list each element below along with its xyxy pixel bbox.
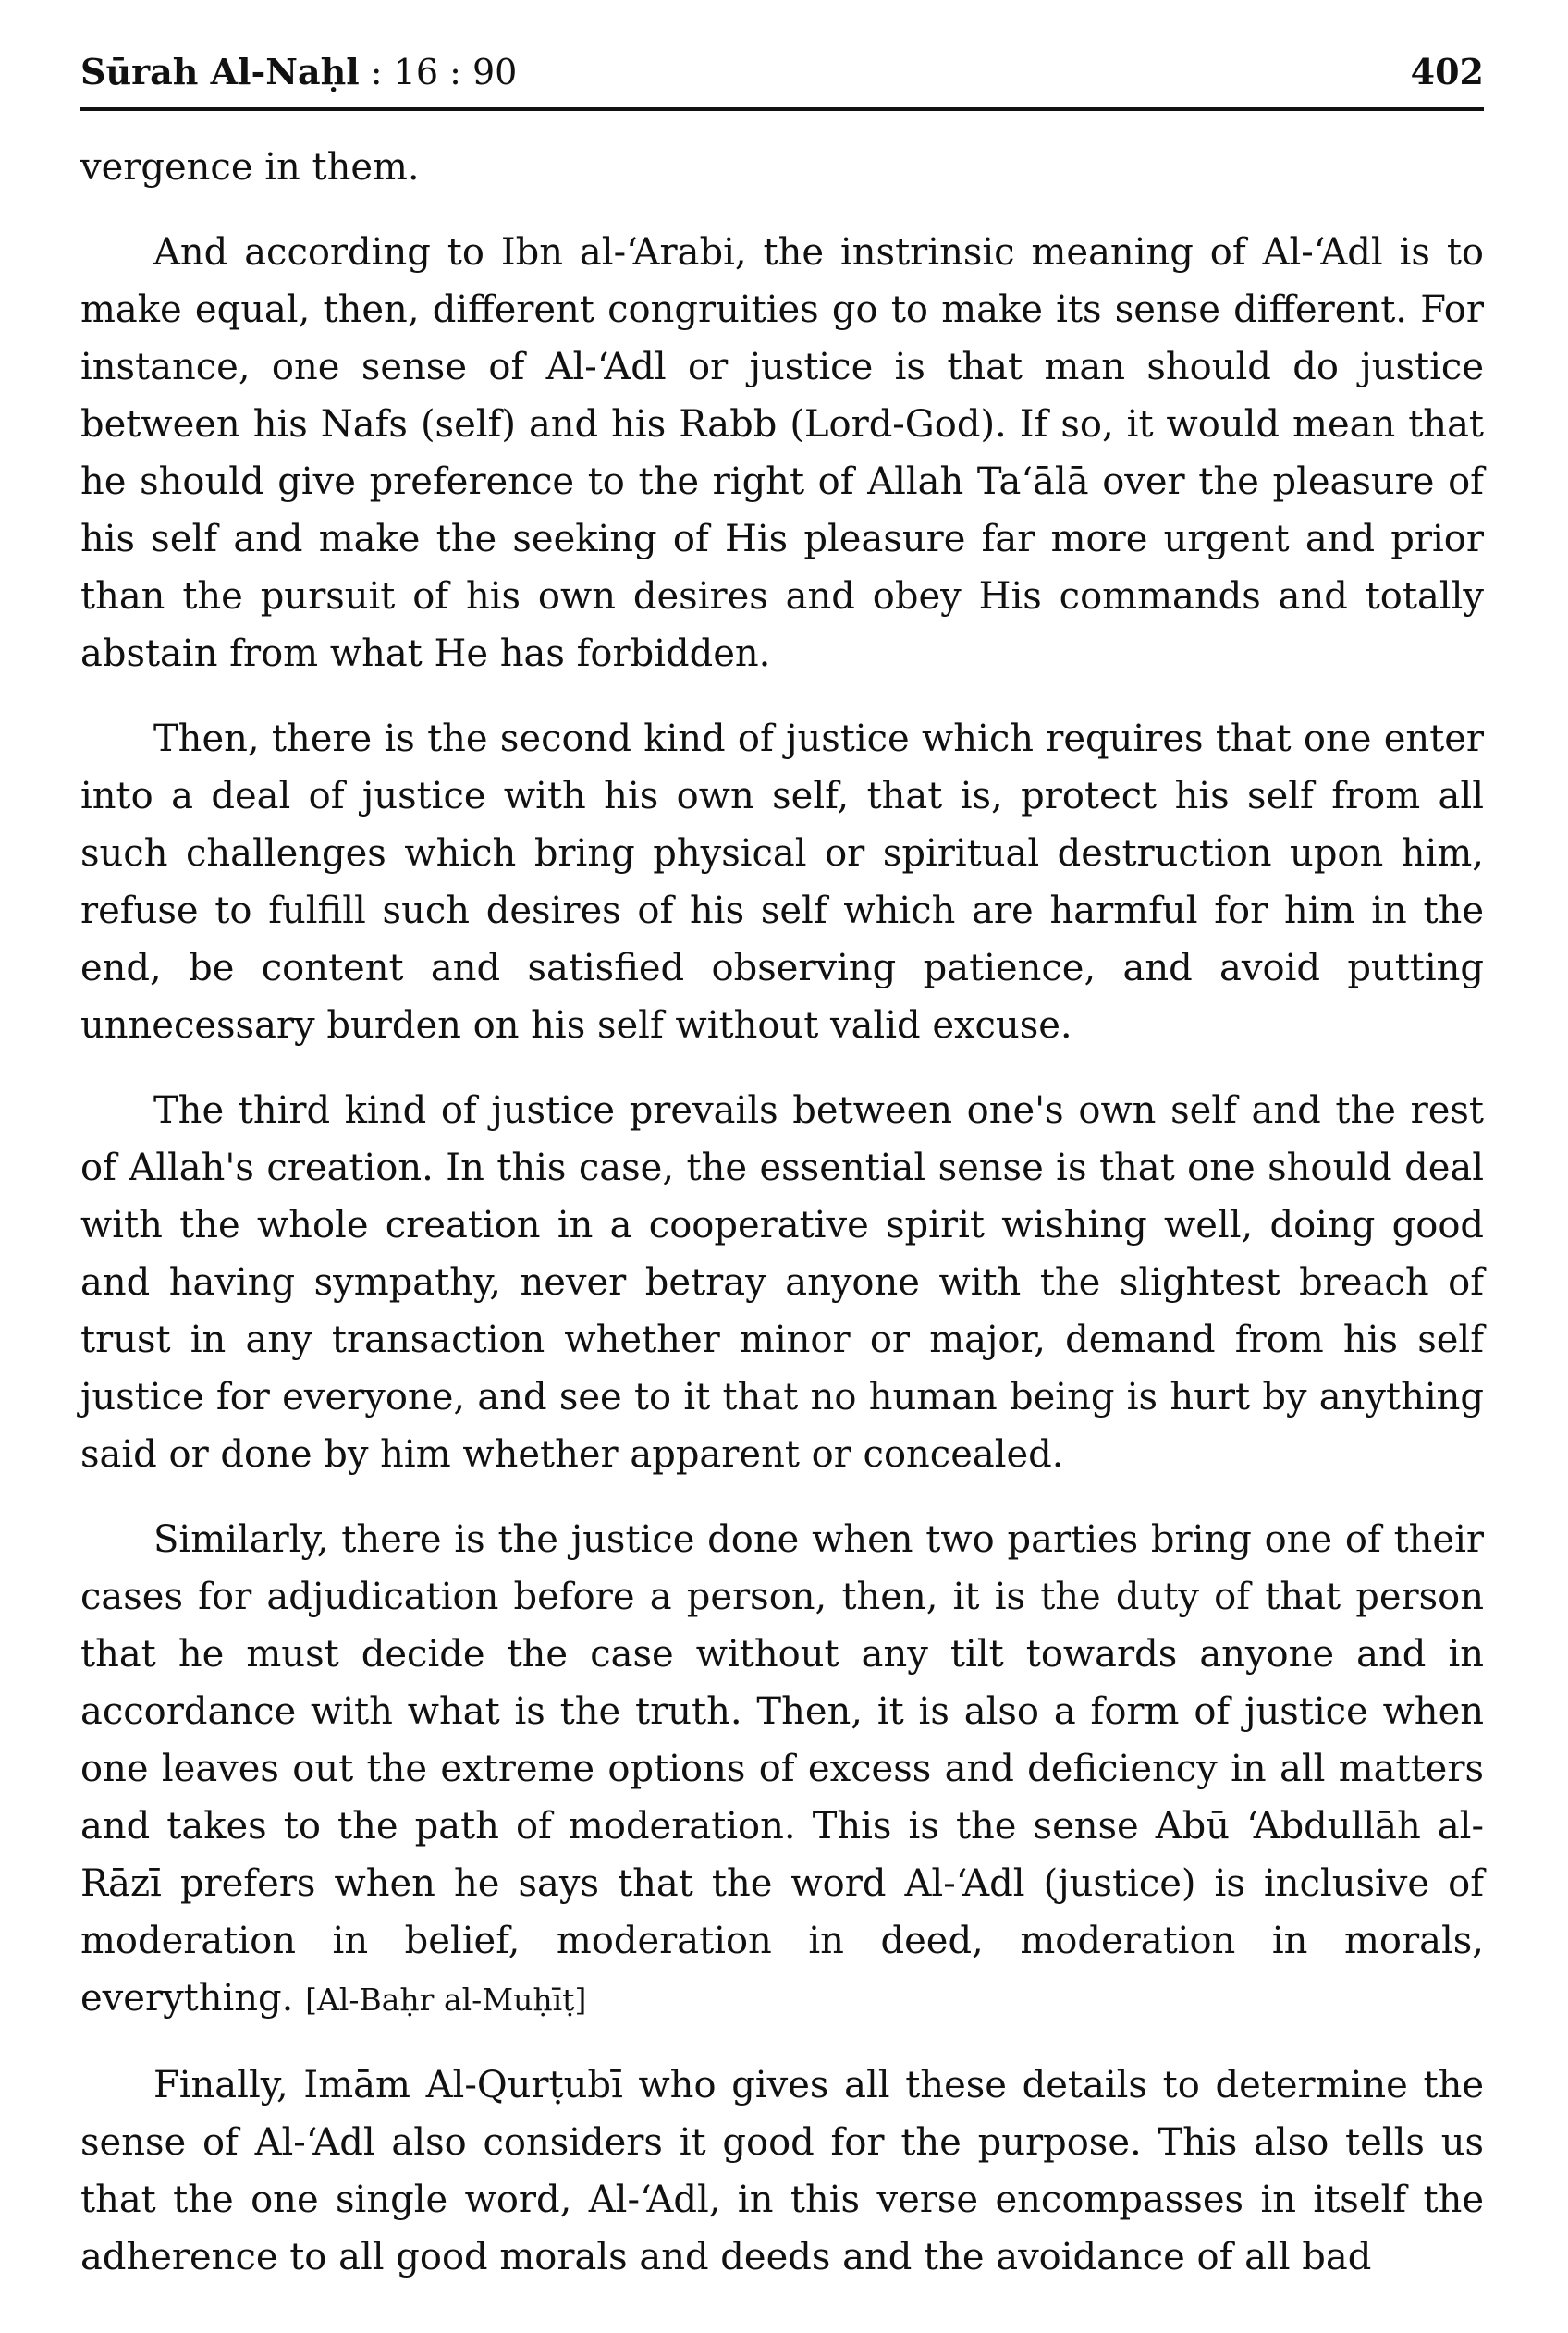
body-text [80, 139, 1484, 2314]
citation: [Al-Baḥr al-Muḥīṭ] [305, 1982, 587, 2018]
paragraph-finally: Finally, Imām Al-Qurṭubī who gives all these details to determine the sense of Al-‘Adl also considers it good for the purpose. This also tells us that the one single word, Al-‘Adl, in this verse encompasses in itself the adherence to all good morals and deeds and the avoidance of all bad [80, 2064, 1484, 2278]
paragraph-adjudication-text: Similarly, there is the justice done when two parties bring one of their cases for adjudication before a person, then, it is the duty of that person that he must decide the case without any tilt towards anyone and in accordance with what is the truth. Then, it is also a form of justice when one leaves out the extreme options of excess and deficiency in all matters and takes to the path of moderation. This is the sense Abū ‘Abdullāh al-Rāzī prefers when he says that the word Al-‘Adl (justice) is inclusive of moderation in belief, moderation in deed, moderation in morals, everything. [80, 1518, 1484, 2020]
paragraph-second-kind: Then, there is the second kind of justice which requires that one enter into a deal of justice with his own self, that is, protect his self from all such challenges which bring physical or spiritual destruction upon him, refuse to fulfill such desires of his self which are harmful for him in the end, be content and satisfied observing patience, and avoid putting unnecessary burden on his self without valid excuse. [80, 718, 1484, 1047]
running-header [80, 44, 1484, 111]
paragraph-ibn-al-arabi: And according to Ibn al-‘Arabi, the instrinsic meaning of Al-‘Adl is to make equal, then, different congruities go to make its sense different. For instance, one sense of Al-‘Adl or justice is that man should do justice between his Nafs (self) and his Rabb (Lord-God). If so, it would mean that he should give preference to the right of Allah Ta‘ālā over the pleasure of his self and make the seeking of His pleasure far more urgent and prior than the pursuit of his own desires and obey His commands and totally abstain from what He has forbidden. [80, 231, 1484, 675]
header-title [80, 50, 517, 94]
page-number: 402 [1410, 51, 1484, 92]
paragraph-continuation: vergence in them. [80, 146, 420, 189]
surah-name: Sūrah Al-Naḥl [80, 51, 360, 92]
header-separator: : [359, 52, 394, 92]
paragraph-third-kind: The third kind of justice prevails between one's own self and the rest of Allah's creation. In this case, the essential sense is that one should deal with the whole creation in a cooperative spirit wishing well, doing good and having sympathy, never betray anyone with the slightest breach of trust in any transaction whether minor or major, demand from his self justice for everyone, and see to it that no human being is hurt by anything said or done by him whether apparent or concealed. [80, 1089, 1484, 1476]
paragraph-adjudication [80, 1511, 1484, 2029]
verse-reference: 16 : 90 [393, 52, 518, 92]
header-rule [80, 107, 1484, 111]
